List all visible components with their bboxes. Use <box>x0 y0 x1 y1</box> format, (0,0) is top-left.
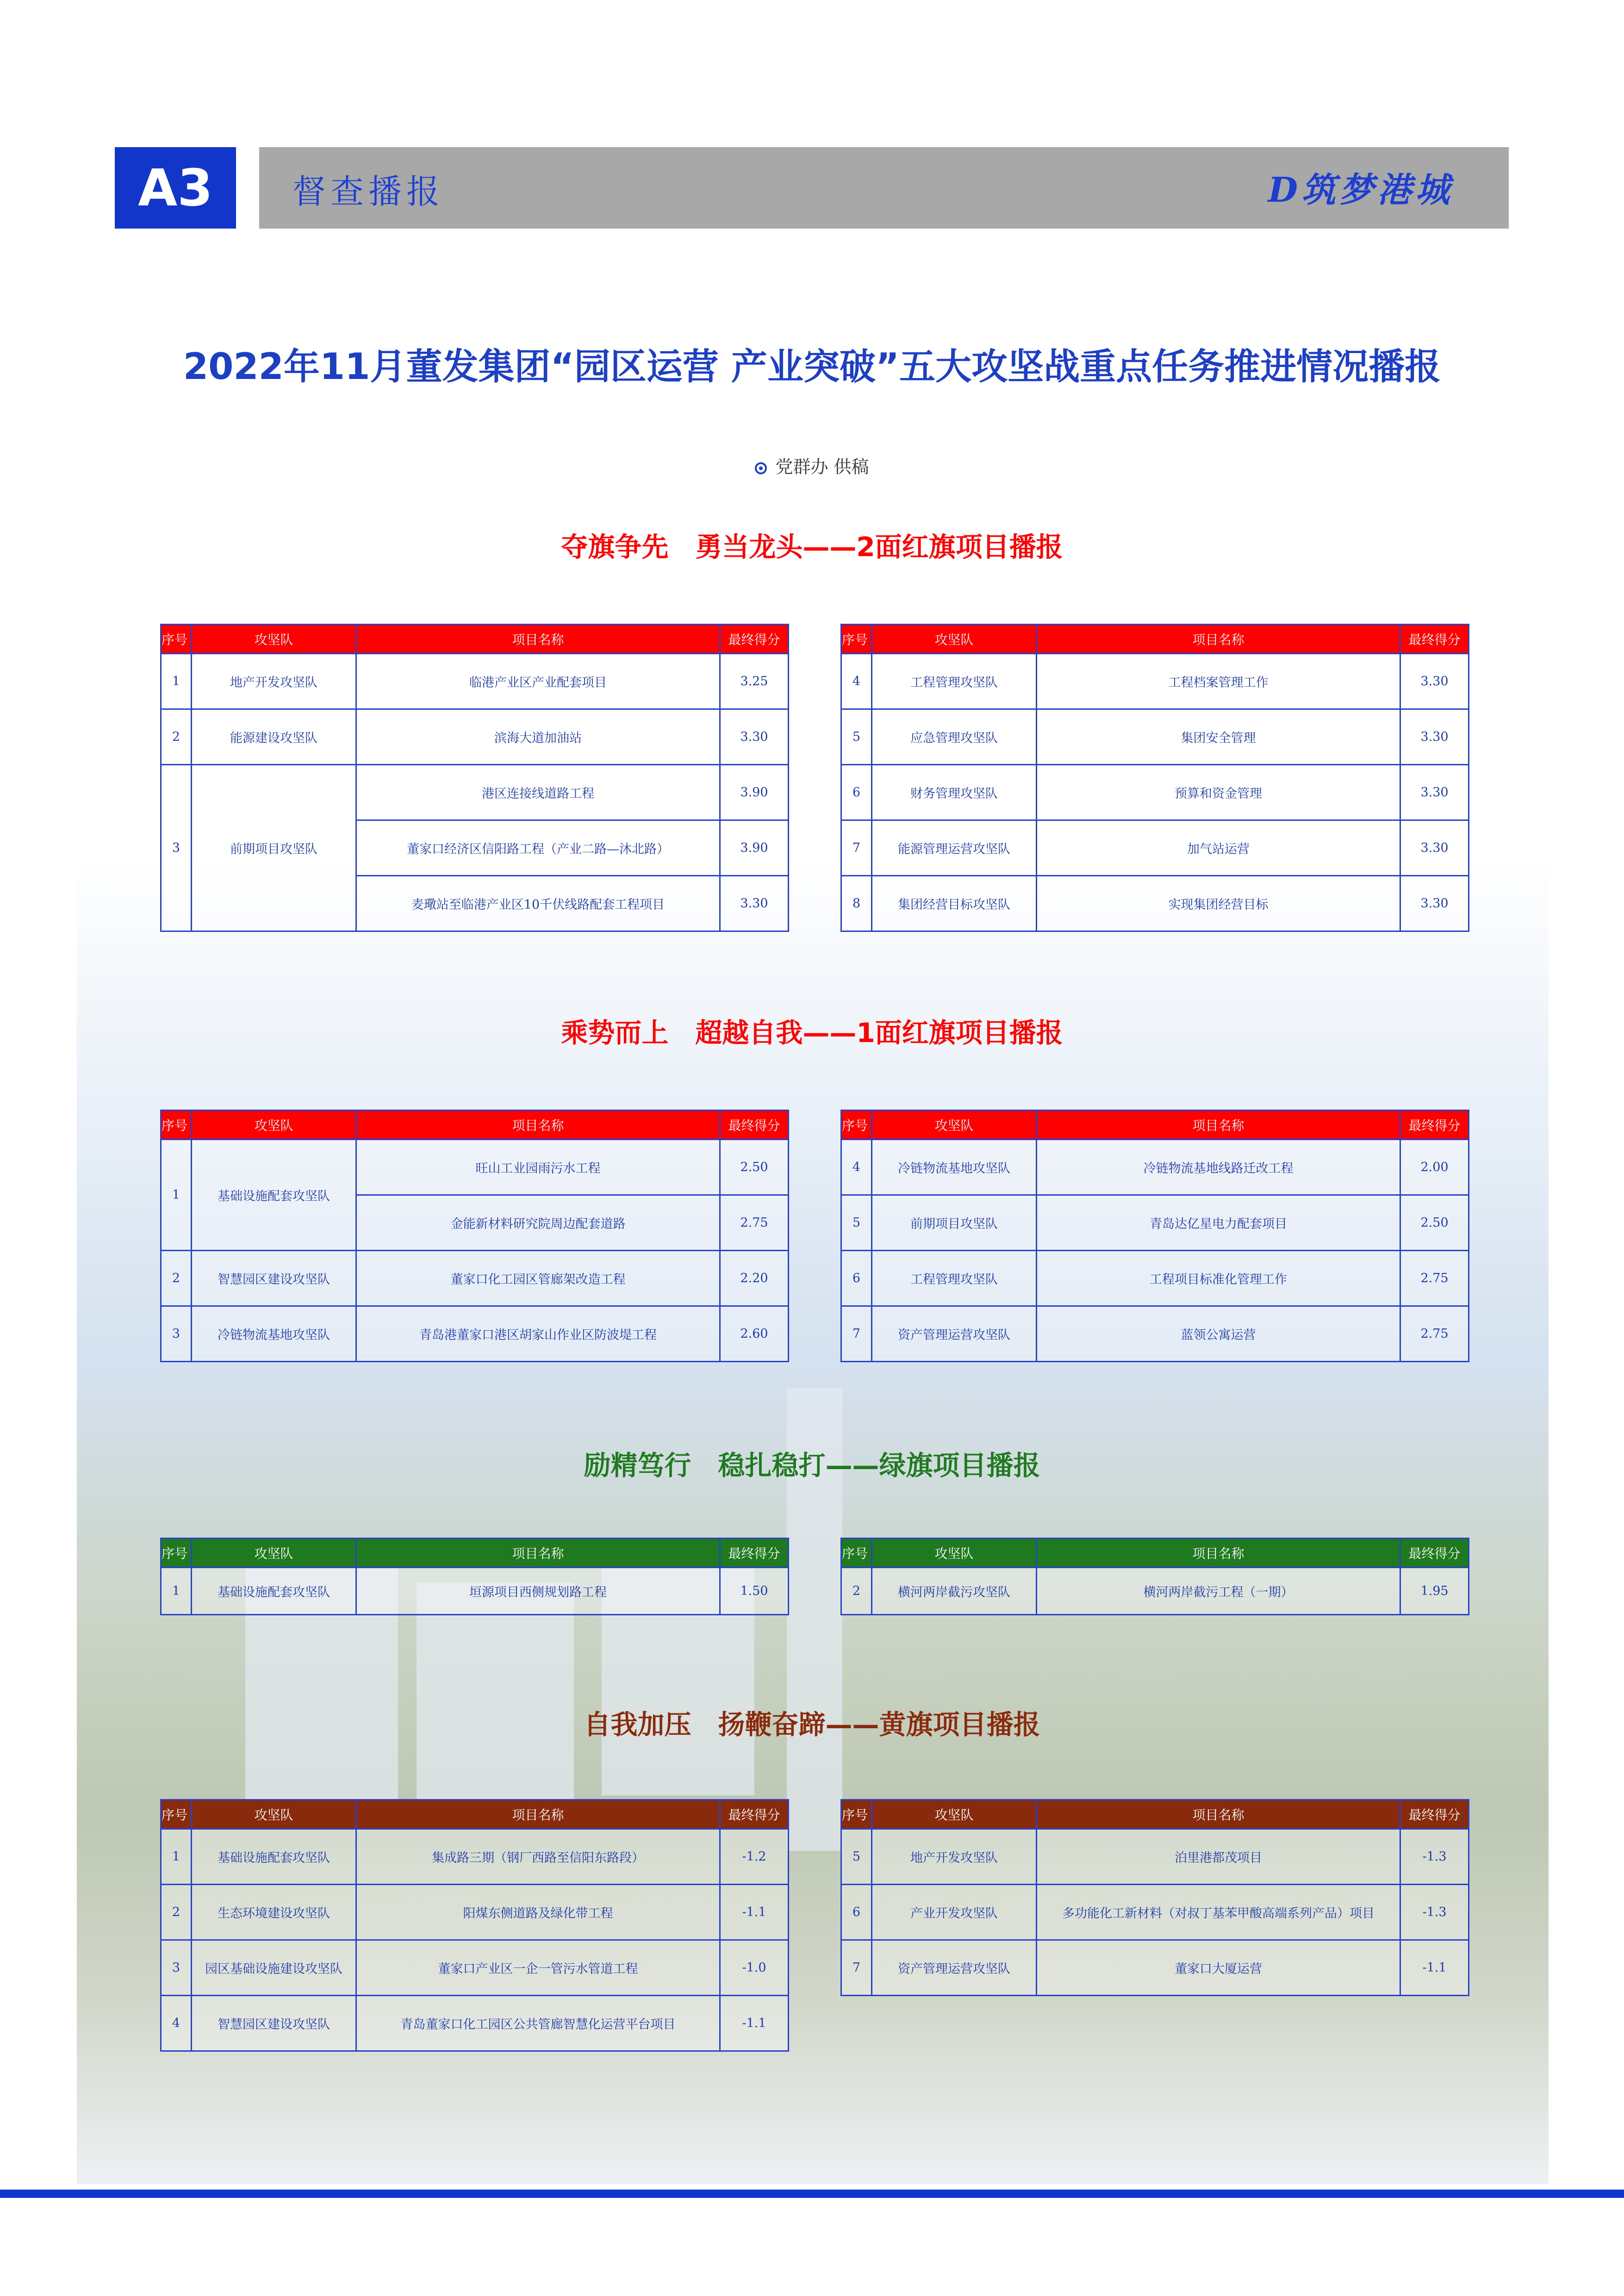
team-cell: 冷链物流基地攻坚队 <box>872 1140 1037 1195</box>
column-header-team: 攻坚队 <box>872 1800 1037 1829</box>
team-cell: 横河两岸截污攻坚队 <box>872 1568 1037 1615</box>
score-table-left <box>160 1110 789 1362</box>
column-header-project: 项目名称 <box>356 625 720 654</box>
project-cell: 旺山工业园雨污水工程 <box>356 1140 720 1195</box>
team-cell: 基础设施配套攻坚队 <box>192 1140 356 1251</box>
table-row <box>841 1251 1469 1306</box>
team-cell: 冷链物流基地攻坚队 <box>192 1306 356 1362</box>
score-cell: 3.30 <box>1400 654 1469 709</box>
column-header-score: 最终得分 <box>1400 1800 1469 1829</box>
score-cell: 2.20 <box>720 1251 789 1306</box>
score-cell: 3.30 <box>1400 876 1469 931</box>
seq-cell: 3 <box>161 1940 192 1996</box>
seq-cell: 2 <box>161 1251 192 1306</box>
score-cell: 3.30 <box>1400 765 1469 820</box>
column-header-score: 最终得分 <box>720 625 789 654</box>
score-table-right <box>840 1110 1469 1362</box>
project-cell: 阳煤东侧道路及绿化带工程 <box>356 1885 720 1940</box>
team-cell: 基础设施配套攻坚队 <box>192 1829 356 1885</box>
team-cell: 前期项目攻坚队 <box>872 1195 1037 1251</box>
background-building <box>417 1582 574 1814</box>
table-row <box>161 1306 789 1362</box>
column-header-seq: 序号 <box>841 1539 872 1568</box>
score-cell: 3.25 <box>720 654 789 709</box>
table-row <box>841 765 1469 820</box>
seq-cell: 4 <box>841 1140 872 1195</box>
table-header-row <box>161 1111 789 1140</box>
team-cell: 智慧园区建设攻坚队 <box>192 1996 356 2051</box>
score-cell: 2.00 <box>1400 1140 1469 1195</box>
seq-cell: 3 <box>161 765 192 931</box>
project-cell: 青岛达亿星电力配套项目 <box>1037 1195 1400 1251</box>
section-title: 励精笃行 稳扎稳打——绿旗项目播报 <box>584 1450 1040 1481</box>
team-cell: 资产管理运营攻坚队 <box>872 1306 1037 1362</box>
score-table-left <box>160 1799 789 2052</box>
score-cell: -1.3 <box>1400 1885 1469 1940</box>
project-cell: 集成路三期（钢厂西路至信阳东路段） <box>356 1829 720 1885</box>
column-header-seq: 序号 <box>161 625 192 654</box>
team-cell: 应急管理攻坚队 <box>872 709 1037 765</box>
project-cell: 泊里港都茂项目 <box>1037 1829 1400 1885</box>
table-row <box>161 1885 789 1940</box>
team-cell: 园区基础设施建设攻坚队 <box>192 1940 356 1996</box>
score-table-right <box>840 624 1469 932</box>
table-row <box>841 1885 1469 1940</box>
seq-cell: 2 <box>161 1885 192 1940</box>
team-cell: 工程管理攻坚队 <box>872 1251 1037 1306</box>
project-cell: 滨海大道加油站 <box>356 709 720 765</box>
column-header-score: 最终得分 <box>720 1800 789 1829</box>
seq-cell: 6 <box>841 1251 872 1306</box>
table-row <box>161 1568 789 1615</box>
score-cell: 3.30 <box>720 709 789 765</box>
column-header-project: 项目名称 <box>1037 1800 1400 1829</box>
project-cell: 临港产业区产业配套项目 <box>356 654 720 709</box>
column-header-seq: 序号 <box>841 625 872 654</box>
project-cell: 实现集团经营目标 <box>1037 876 1400 931</box>
table-row <box>841 1940 1469 1996</box>
column-header-project: 项目名称 <box>356 1111 720 1140</box>
project-cell: 董家口大厦运营 <box>1037 1940 1400 1996</box>
score-table-right <box>840 1538 1469 1615</box>
team-cell: 能源建设攻坚队 <box>192 709 356 765</box>
project-cell: 集团安全管理 <box>1037 709 1400 765</box>
score-table-right <box>840 1799 1469 1996</box>
table-row <box>841 1140 1469 1195</box>
table-row <box>841 709 1469 765</box>
project-cell: 预算和资金管理 <box>1037 765 1400 820</box>
score-cell: -1.3 <box>1400 1829 1469 1885</box>
project-cell: 麦璥站至临港产业区10千伏线路配套工程项目 <box>356 876 720 931</box>
page-title: 2022年11月董发集团“园区运营 产业突破”五大攻坚战重点任务推进情况播报 <box>183 346 1441 388</box>
score-table-left <box>160 624 789 932</box>
section-title: 乘势而上 超越自我——1面红旗项目播报 <box>561 1017 1063 1049</box>
column-header-team: 攻坚队 <box>192 1800 356 1829</box>
table-header-row <box>161 1800 789 1829</box>
seq-cell: 1 <box>161 1568 192 1615</box>
column-header-team: 攻坚队 <box>192 1111 356 1140</box>
target-icon <box>755 462 767 474</box>
column-header-team: 攻坚队 <box>872 1111 1037 1140</box>
section-label: 督查播报 <box>292 172 445 211</box>
seq-cell: 6 <box>841 1885 872 1940</box>
table-row <box>841 1829 1469 1885</box>
header-bar <box>259 147 1509 229</box>
seq-cell: 5 <box>841 1195 872 1251</box>
column-header-project: 项目名称 <box>1037 1539 1400 1568</box>
score-cell: -1.1 <box>720 1885 789 1940</box>
team-cell: 基础设施配套攻坚队 <box>192 1568 356 1615</box>
score-cell: 1.50 <box>720 1568 789 1615</box>
section-title: 夺旗争先 勇当龙头——2面红旗项目播报 <box>561 531 1063 563</box>
table-header-row <box>841 1800 1469 1829</box>
table-row <box>161 654 789 709</box>
score-cell: 2.50 <box>1400 1195 1469 1251</box>
seq-cell: 4 <box>161 1996 192 2051</box>
column-header-team: 攻坚队 <box>872 625 1037 654</box>
column-header-score: 最终得分 <box>720 1111 789 1140</box>
seq-cell: 4 <box>841 654 872 709</box>
column-header-team: 攻坚队 <box>872 1539 1037 1568</box>
column-header-seq: 序号 <box>841 1111 872 1140</box>
table-row <box>841 876 1469 931</box>
table-header-row <box>161 1539 789 1568</box>
table-row <box>161 1140 789 1195</box>
team-cell: 前期项目攻坚队 <box>192 765 356 931</box>
table-row <box>161 765 789 820</box>
table-header-row <box>841 1111 1469 1140</box>
seq-cell: 5 <box>841 1829 872 1885</box>
project-cell: 青岛董家口化工园区公共管廊智慧化运营平台项目 <box>356 1996 720 2051</box>
team-cell: 集团经营目标攻坚队 <box>872 876 1037 931</box>
seq-cell: 6 <box>841 765 872 820</box>
score-cell: -1.1 <box>1400 1940 1469 1996</box>
project-cell: 青岛港董家口港区胡家山作业区防波堤工程 <box>356 1306 720 1362</box>
project-cell: 多功能化工新材料（对叔丁基苯甲酸高端系列产品）项目 <box>1037 1885 1400 1940</box>
column-header-team: 攻坚队 <box>192 1539 356 1568</box>
team-cell: 能源管理运营攻坚队 <box>872 820 1037 876</box>
score-cell: 2.75 <box>1400 1306 1469 1362</box>
credit-text: 党群办 供稿 <box>775 457 869 477</box>
seq-cell: 1 <box>161 1140 192 1251</box>
section-title: 自我加压 扬鞭奋蹄——黄旗项目播报 <box>584 1709 1040 1740</box>
seq-cell: 5 <box>841 709 872 765</box>
team-cell: 地产开发攻坚队 <box>872 1829 1037 1885</box>
seq-cell: 8 <box>841 876 872 931</box>
score-cell: -1.0 <box>720 1940 789 1996</box>
project-cell: 董家口产业区一企一管污水管道工程 <box>356 1940 720 1996</box>
team-cell: 财务管理攻坚队 <box>872 765 1037 820</box>
table-row <box>161 709 789 765</box>
score-cell: 2.75 <box>720 1195 789 1251</box>
team-cell: 智慧园区建设攻坚队 <box>192 1251 356 1306</box>
project-cell: 金能新材料研究院周边配套道路 <box>356 1195 720 1251</box>
team-cell: 生态环境建设攻坚队 <box>192 1885 356 1940</box>
column-header-project: 项目名称 <box>1037 1111 1400 1140</box>
table-row <box>161 1996 789 2051</box>
column-header-project: 项目名称 <box>1037 625 1400 654</box>
seq-cell: 2 <box>161 709 192 765</box>
column-header-score: 最终得分 <box>720 1539 789 1568</box>
credit-line <box>0 453 1624 478</box>
project-cell: 加气站运营 <box>1037 820 1400 876</box>
project-cell: 蓝领公寓运营 <box>1037 1306 1400 1362</box>
table-header-row <box>161 625 789 654</box>
column-header-score: 最终得分 <box>1400 1111 1469 1140</box>
column-header-seq: 序号 <box>161 1111 192 1140</box>
column-header-seq: 序号 <box>161 1800 192 1829</box>
project-cell: 董家口化工园区管廊架改造工程 <box>356 1251 720 1306</box>
seq-cell: 1 <box>161 1829 192 1885</box>
score-cell: 3.90 <box>720 820 789 876</box>
team-cell: 工程管理攻坚队 <box>872 654 1037 709</box>
table-header-row <box>841 1539 1469 1568</box>
column-header-team: 攻坚队 <box>192 625 356 654</box>
seq-cell: 1 <box>161 654 192 709</box>
table-row <box>841 1195 1469 1251</box>
column-header-score: 最终得分 <box>1400 1539 1469 1568</box>
table-row <box>161 1940 789 1996</box>
table-row <box>841 1568 1469 1615</box>
project-cell: 工程项目标准化管理工作 <box>1037 1251 1400 1306</box>
table-header-row <box>841 625 1469 654</box>
score-cell: 3.30 <box>1400 709 1469 765</box>
seq-cell: 7 <box>841 820 872 876</box>
table-row <box>841 654 1469 709</box>
score-cell: -1.1 <box>720 1996 789 2051</box>
project-cell: 冷链物流基地线路迁改工程 <box>1037 1140 1400 1195</box>
score-cell: 2.60 <box>720 1306 789 1362</box>
column-header-seq: 序号 <box>841 1800 872 1829</box>
table-row <box>841 1306 1469 1362</box>
page-number-badge: A3 <box>115 147 236 229</box>
score-cell: 3.30 <box>720 876 789 931</box>
table-row <box>841 820 1469 876</box>
column-header-seq: 序号 <box>161 1539 192 1568</box>
project-cell: 垣源项目西侧规划路工程 <box>356 1568 720 1615</box>
score-cell: 3.90 <box>720 765 789 820</box>
slogan-logo: D筑梦港城 <box>1268 170 1453 210</box>
seq-cell: 3 <box>161 1306 192 1362</box>
table-row <box>161 1251 789 1306</box>
team-cell: 地产开发攻坚队 <box>192 654 356 709</box>
column-header-project: 项目名称 <box>356 1539 720 1568</box>
project-cell: 董家口经济区信阳路工程（产业二路—沐北路） <box>356 820 720 876</box>
seq-cell: 7 <box>841 1306 872 1362</box>
project-cell: 港区连接线道路工程 <box>356 765 720 820</box>
project-cell: 横河两岸截污工程（一期） <box>1037 1568 1400 1615</box>
score-cell: 2.50 <box>720 1140 789 1195</box>
table-row <box>161 1829 789 1885</box>
seq-cell: 7 <box>841 1940 872 1996</box>
footer-bar <box>0 2190 1624 2198</box>
seq-cell: 2 <box>841 1568 872 1615</box>
score-cell: 3.30 <box>1400 820 1469 876</box>
column-header-score: 最终得分 <box>1400 625 1469 654</box>
team-cell: 资产管理运营攻坚队 <box>872 1940 1037 1996</box>
score-cell: 1.95 <box>1400 1568 1469 1615</box>
score-table-left <box>160 1538 789 1615</box>
score-cell: 2.75 <box>1400 1251 1469 1306</box>
score-cell: -1.2 <box>720 1829 789 1885</box>
column-header-project: 项目名称 <box>356 1800 720 1829</box>
project-cell: 工程档案管理工作 <box>1037 654 1400 709</box>
team-cell: 产业开发攻坚队 <box>872 1885 1037 1940</box>
